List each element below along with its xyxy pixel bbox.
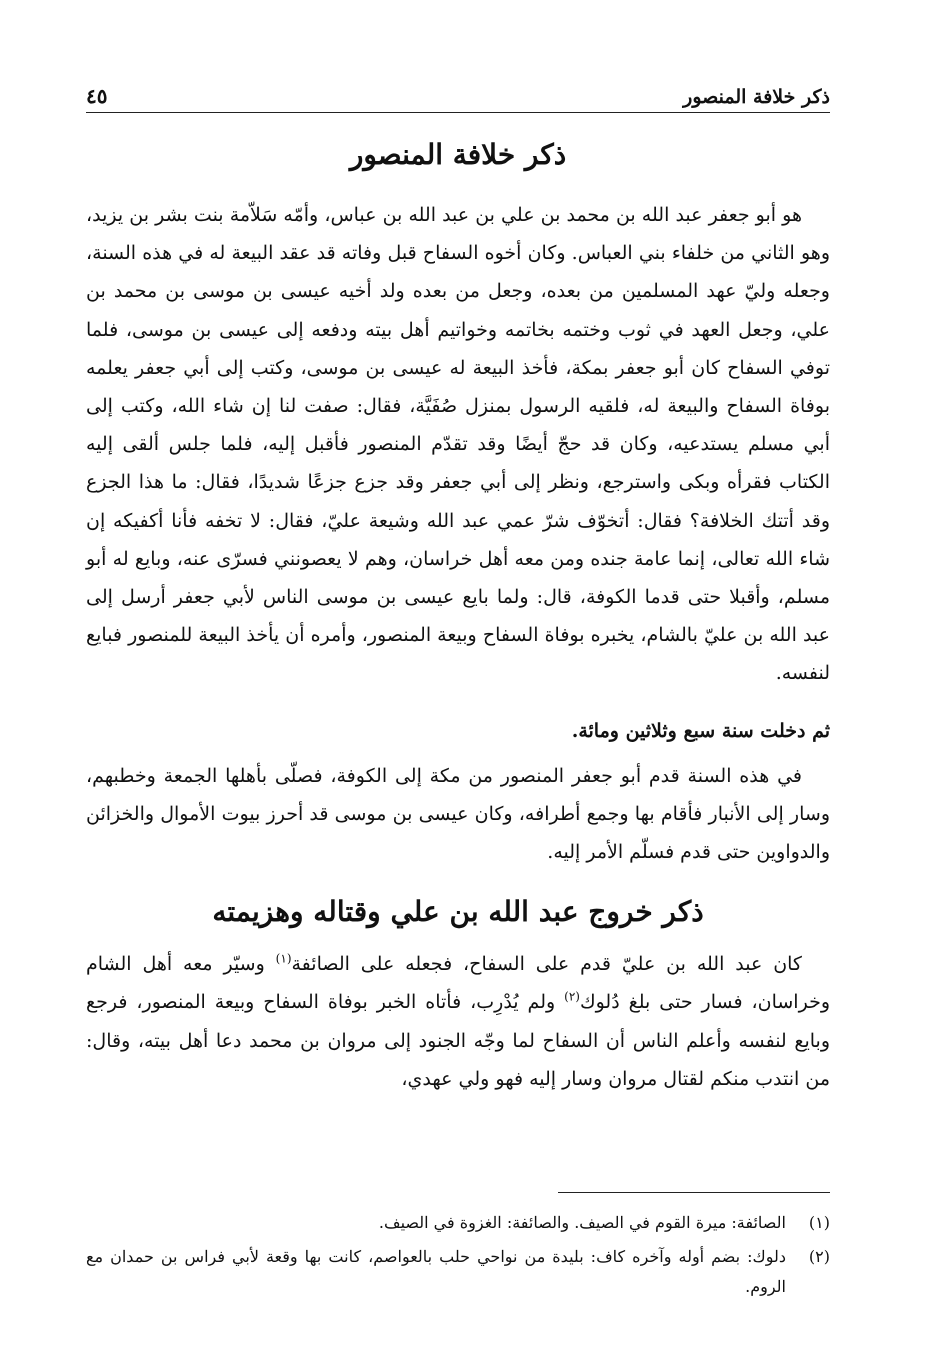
page-content — [86, 132, 830, 1098]
paragraph-revolt — [86, 945, 830, 1098]
footnote-number: (٢) — [808, 1247, 830, 1266]
year-heading: ثم دخلت سنة سبع وثلاثين ومائة. — [571, 719, 830, 742]
paragraph-revolt-part2: وسيّر معه أهل الشام وخراسان، فسار حتى بلغ دُلوك — [86, 953, 830, 1014]
footnote-divider — [558, 1192, 830, 1193]
paragraph-revolt-part3: ولم يُدْرِب، فأتاه الخبر بوفاة السفاح وبيعة المنصور، فرجع وبايع لنفسه وأعلم الناس أن السفاح لما وجّه الجنود إلى مروان بن محمد دعا أهل بيته، وقال: من انتدب منكم لقتال مروان وسار إليه فهو ولي عهدي، — [86, 991, 830, 1090]
section-title-caliphate: ذكر خلافة المنصور — [349, 138, 567, 171]
footnotes — [86, 1208, 830, 1306]
footnote-text: دلوك: بضم أوله وآخره كاف: بليدة من نواحي حلب بالعواصم، كانت بها وقعة لأبي فراس بن حمدان مع الروم. — [86, 1247, 786, 1296]
footnote-ref-2[interactable]: (٢) — [564, 990, 580, 1005]
section-title-revolt: ذكر خروج عبد الله بن علي وقتاله وهزيمته — [212, 895, 704, 929]
footnote-2 — [86, 1242, 830, 1302]
running-header — [86, 72, 830, 113]
footnote-1 — [86, 1208, 830, 1238]
footnote-number: (١) — [808, 1213, 830, 1232]
paragraph-year: في هذه السنة قدم أبو جعفر المنصور من مكة إلى الكوفة، فصلّى بأهلها الجمعة وخطبهم، وسار إلى الأنبار فأقام بها وجمع أطرافه، وكان عيسى بن موسى قد أحرز بيوت الأموال والخزائن والدواوين حتى قدم فسلّم الأمر إليه. — [86, 764, 830, 864]
running-title: ذكر خلافة المنصور — [683, 86, 830, 108]
paragraph-revolt-part1: كان عبد الله بن عليّ قدم على السفاح، فجعله على الصائفة — [291, 953, 802, 976]
page-number: ٤٥ — [86, 84, 108, 108]
footnote-ref-1[interactable]: (١) — [275, 951, 292, 966]
paragraph-caliphate: هو أبو جعفر عبد الله بن محمد بن علي بن عبد الله بن عباس، وأمّه سَلاّمة بنت بشر بن يزيد، وهو الثاني من خلفاء بني العباس. وكان أخوه السفاح قبل وفاته قد عقد البيعة له في هذه السنة، وجعله وليّ عهد المسلمين من بعده، وجعل من بعده ولد أخيه عيسى بن موسى بن محمد بن علي، وجعل العهد في ثوب وختمه بخاتمه وخواتيم أهل بيته ودفعه إلى عيسى بن موسى، فلما توفي السفاح كان أبو جعفر بمكة، فأخذ البيعة له عيسى بن موسى، وكتب إلى أبي جعفر يعلمه بوفاة السفاح والبيعة له، فلقيه الرسول بمنزل صُفَيَّة، فقال: صفت لنا إن شاء الله، وكتب إلى أبي مسلم يستدعيه، وكان قد حجّ أيضًا وقد تقدّم المنصور فأقبل إليه، فلما جلس ألقى إليه الكتاب فقرأه وبكى واسترجع، ونظر إلى أبي جعفر وقد جزع جزعًا شديدًا، فقال: ما هذا الجزع وقد أتتك الخلافة؟ فقال: أتخوّف شرّ عمي عبد الله وشيعة عليّ، فقال: لا تخفه فأنا أكفيكه إن شاء الله تعالى، إنما عامة جنده ومن معه أهل خراسان، وهم لا يعصونني فسرّى عنه، وبايع له أبو مسلم، وأقبلا حتى قدما الكوفة، قال: ولما بايع عيسى بن موسى الناس لأبي جعفر أرسل إلى عبد الله بن عليّ بالشام، يخبره بوفاة السفاح وبيعة المنصور، وأمره أن يأخذ البيعة للمنصور فبايع لنفسه. — [86, 204, 830, 685]
footnote-text: الصائفة: ميرة القوم في الصيف. والصائفة: الغزوة في الصيف. — [378, 1213, 786, 1232]
